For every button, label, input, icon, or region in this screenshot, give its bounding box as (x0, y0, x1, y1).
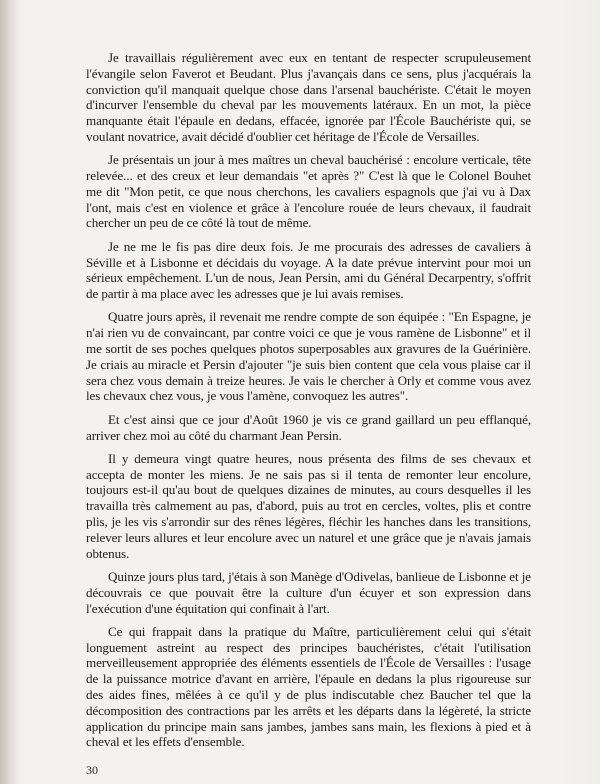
paragraph-4: Quatre jours après, il revenait me rendre compte de son équipée : "En Espagne, je n'ai rien vu de convaincant, par contre voici ce que je vous ramène de Lisbonne" et il me sortit de ses poches quelques photos superposables aux gravures de la Guérinière. Je criais au miracle et Persin d'ajouter "je suis bien content que cela vous plaise car il sera chez vous demain à treize heures. Je vais le chercher à Orly et comme vous avez les chevaux chez vous, je vous l'amène, convoquez les autres". (86, 309, 531, 404)
paragraph-8: Ce qui frappait dans la pratique du Maître, particulièrement celui qui s'était longuement astreint au respect des principes bauchéristes, c'était l'utilisation merveilleusement appropriée des éléments essentiels de l'École de Versailles : l'usage de la puissance motrice d'avant en arrière, l'épaule en dedans la plus rigoureuse sur des aides fines, mêlées à ce qu'il y de plus indiscutable chez Baucher tel que la décomposition des contractions par les arrêts et les départs dans la légèreté, la stricte application du principe main sans jambes, jambes sans main, les flexions à pied et à cheval et les effets d'ensemble. (86, 623, 531, 750)
page-number: 30 (86, 763, 98, 777)
paragraph-1: Je travaillais régulièrement avec eux en tentant de respecter scrupuleusement l'évangile selon Faverot et Beudant. Plus j'avançais dans ce sens, plus j'acquérais la conviction qu'il manquait quelque chose dans l'arsenal bauchériste. C'était le moyen d'incurver l'ensemble du cheval par les mouvements latéraux. En un mot, la pièce manquante était l'épaule en dedans, effacée, ignorée par l'École Bauchériste qui, se voulant novatrice, avait décidé d'oublier cet héritage de l'École de Versailles. (86, 50, 531, 144)
paragraph-6: Il y demeura vingt quatre heures, nous présenta des films de ses chevaux et accepta de monter les miens. Je ne sais pas si il tenta de remonter leur encolure, toujours est-il qu'au bout de quelques dizaines de minutes, au cours desquelles il les travailla très calmement au pas, d'abord, puis au trot en cercles, voltes, plis et contre plis, je les vis s'arrondir sur des rênes légères, fléchir les hanches dans les transitions, relever leurs allures et leur encolure avec un naturel et une grâce que je n'avais jamais obtenus. (86, 450, 531, 561)
gutter-shadow (0, 0, 18, 784)
body-text (86, 50, 531, 758)
paragraph-7: Quinze jours plus tard, j'étais à son Manège d'Odivelas, banlieue de Lisbonne et je découvrais ce que pouvait être la culture d'un écuyer et son expression dans l'exécution d'une équitation qui confinait à l'art. (86, 568, 531, 616)
paragraph-5: Et c'est ainsi que ce jour d'Août 1960 je vis ce grand gaillard un peu efflanqué, arriver chez moi au côté du charmant Jean Persin. (86, 411, 531, 443)
paragraph-2: Je présentais un jour à mes maîtres un cheval bauchérisé : encolure verticale, tête relevée... et des creux et leur demandais "et après ?" C'est là que le Colonel Bouhet me dit "Mon petit, ce que nous cherchons, les cavaliers espagnols que j'ai vu à Dax l'ont, mais c'est en violence et grâce à l'encolure rouée de leurs chevaux, il faudrait chercher un peu de ce côté là tout de même. (86, 152, 531, 231)
paragraph-3: Je ne me le fis pas dire deux fois. Je me procurais des adresses de cavaliers à Séville et à Lisbonne et décidais du voyage. A la date prévue intervint pour moi un sérieux empêchement. L'un de nous, Jean Persin, ami du Général Decarpentry, s'offrit de partir à ma place avec les adresses que je lui avais remises. (86, 238, 531, 302)
